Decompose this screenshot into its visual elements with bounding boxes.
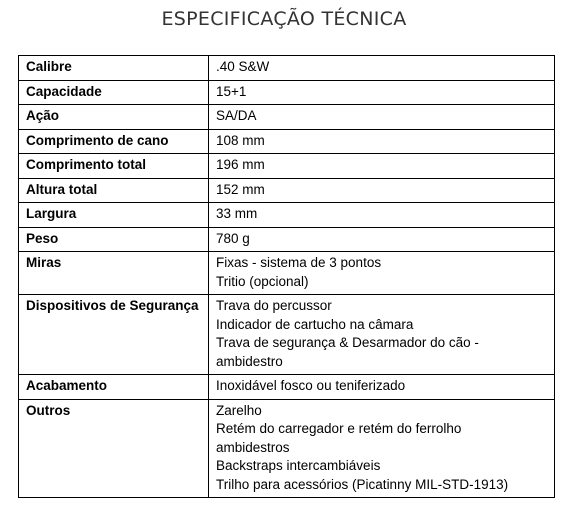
value-line: Trava de segurança & Desarmador do cão -: [216, 335, 479, 350]
row-label: Calibre: [19, 56, 209, 81]
value-line: .40 S&W: [216, 59, 270, 74]
row-label: Capacidade: [19, 80, 209, 105]
value-line: Indicador de cartucho na câmara: [216, 316, 414, 332]
row-value: [209, 178, 555, 203]
row-value: [209, 154, 555, 179]
value-line: Backstraps intercambiáveis: [216, 458, 381, 473]
row-value: [209, 375, 555, 400]
value-line: Fixas - sistema de 3 pontos: [216, 255, 382, 270]
row-label: Altura total: [19, 178, 209, 203]
row-label: Dispositivos de Segurança: [19, 295, 209, 375]
value-line: 33 mm: [216, 206, 258, 221]
value-line: Trava do percussor: [216, 298, 332, 313]
row-label: Outros: [19, 399, 209, 498]
value-line: 196 mm: [216, 157, 265, 172]
page-title: ESPECIFICAÇÃO TÉCNICA: [161, 8, 407, 30]
row-label: Acabamento: [19, 375, 209, 400]
value-line: 15+1: [216, 83, 247, 99]
table-row: [19, 295, 555, 375]
row-value: [209, 105, 555, 130]
value-line: SA/DA: [216, 108, 257, 123]
value-line: ambidestro: [216, 353, 283, 369]
value-line: Trilho para acessórios (Picatinny MIL-STD-1913): [216, 476, 509, 492]
value-line: ambidestros: [216, 439, 290, 455]
row-value: [209, 295, 555, 375]
value-line: 152 mm: [216, 181, 265, 197]
table-row: [19, 252, 555, 295]
row-label: Ação: [19, 105, 209, 130]
table-row: [19, 56, 555, 81]
table-row: [19, 178, 555, 203]
table-row: [19, 129, 555, 154]
table-row: [19, 375, 555, 400]
spec-table: [18, 55, 555, 498]
row-value: [209, 129, 555, 154]
row-label: Comprimento de cano: [19, 129, 209, 154]
value-line: Retém do carregador e retém do ferrolho: [216, 421, 462, 436]
row-value: [209, 80, 555, 105]
row-label: Peso: [19, 227, 209, 252]
row-value: [209, 227, 555, 252]
row-value: [209, 203, 555, 228]
table-row: [19, 227, 555, 252]
table-row: [19, 203, 555, 228]
value-line: Inoxidável fosco ou teniferizado: [216, 378, 406, 393]
table-row: [19, 154, 555, 179]
row-label: Miras: [19, 252, 209, 295]
table-row: [19, 105, 555, 130]
table-row: [19, 80, 555, 105]
value-line: 780 g: [216, 230, 250, 246]
row-label: Largura: [19, 203, 209, 228]
value-line: Zarelho: [216, 402, 262, 418]
table-row: [19, 399, 555, 498]
row-value: [209, 399, 555, 498]
row-value: [209, 252, 555, 295]
value-line: Tritio (opcional): [216, 273, 309, 289]
row-value: [209, 56, 555, 81]
row-label: Comprimento total: [19, 154, 209, 179]
value-line: 108 mm: [216, 132, 265, 148]
